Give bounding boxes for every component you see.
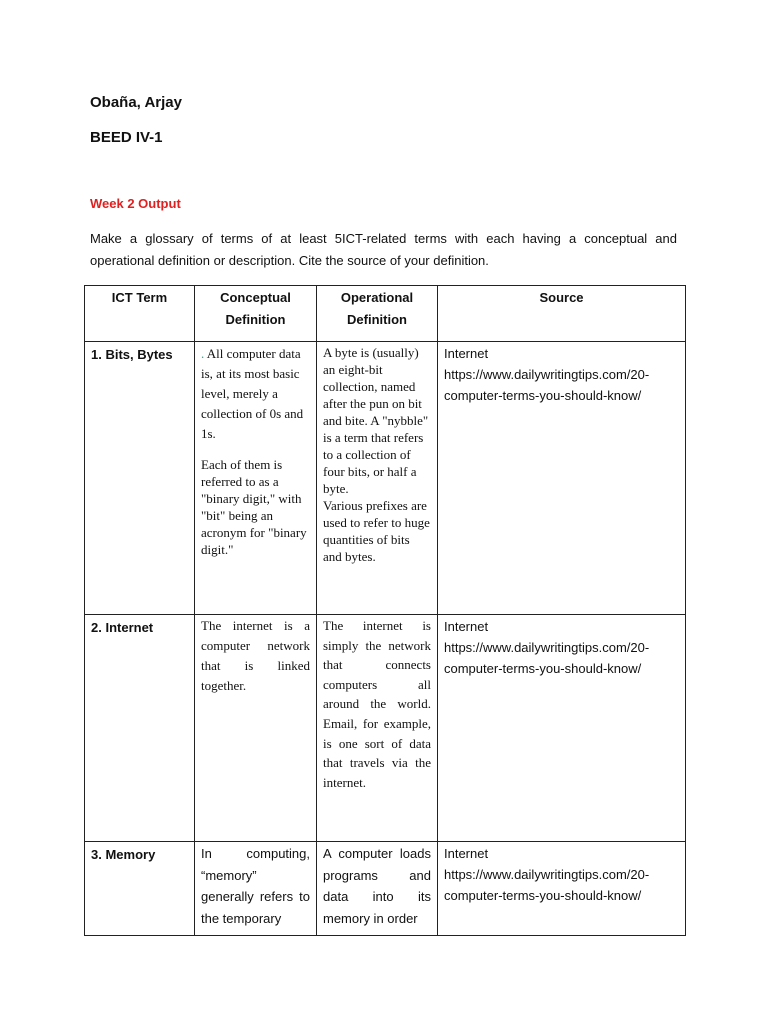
glossary-table [84, 285, 686, 936]
operational-cell [317, 342, 438, 615]
table-row [85, 615, 686, 842]
conceptual-cell: The internet is a computer network that is linked together. [195, 615, 317, 842]
term-cell: 3. Memory [85, 842, 195, 936]
source-label: Internet [444, 846, 489, 861]
source-cell [438, 615, 686, 842]
table-header-row [85, 286, 686, 342]
source-url: https://www.dailywritingtips.com/20-computer-terms-you-should-know/ [444, 640, 650, 676]
header-operational: Operational Definition [317, 286, 438, 342]
source-cell [438, 342, 686, 615]
term-cell: 1. Bits, Bytes [85, 342, 195, 615]
header-source: Source [438, 286, 686, 342]
conceptual-cell: In computing, “memory” generally refers to the temporary [195, 842, 317, 936]
conceptual-cell [195, 342, 317, 615]
class-section: BEED IV-1 [90, 129, 163, 146]
conceptual-text-2: Each of them is referred to as a "binary digit," with "bit" being an acronym for "binary digit." [201, 457, 307, 557]
source-url: https://www.dailywritingtips.com/20-computer-terms-you-should-know/ [444, 367, 650, 403]
instructions: Make a glossary of terms of at least 5ICT-related terms with each having a conceptual and operational definition or description. Cite the source of your definition. [90, 231, 677, 268]
header-ict-term: ICT Term [85, 286, 195, 342]
conceptual-text: All computer data is, at its most basic level, merely a collection of 0s and 1s. [201, 346, 304, 441]
source-label: Internet [444, 619, 489, 634]
operational-cell: A computer loads programs and data into its memory in order [317, 842, 438, 936]
table-row [85, 342, 686, 615]
week-title: Week 2 Output [90, 196, 181, 211]
source-label: Internet [444, 346, 489, 361]
table-row [85, 842, 686, 936]
operational-text-2: Various prefixes are used to refer to huge quantities of bits and bytes. [323, 498, 430, 564]
source-url: https://www.dailywritingtips.com/20-computer-terms-you-should-know/ [444, 867, 650, 903]
header-conceptual: Conceptual Definition [195, 286, 317, 342]
term-cell: 2. Internet [85, 615, 195, 842]
source-cell [438, 842, 686, 936]
operational-text: A byte is (usually) an eight-bit collection, named after the pun on bit and bite. A "nybble" is a term that refers to a collection of four bits, or half a byte. [323, 345, 429, 496]
student-name: Obaña, Arjay [90, 94, 182, 111]
operational-cell: The internet is simply the network that connects computers all around the world. Email, for example, is one sort of data that travels via the internet. [317, 615, 438, 842]
bullet-marker: . [201, 346, 205, 361]
